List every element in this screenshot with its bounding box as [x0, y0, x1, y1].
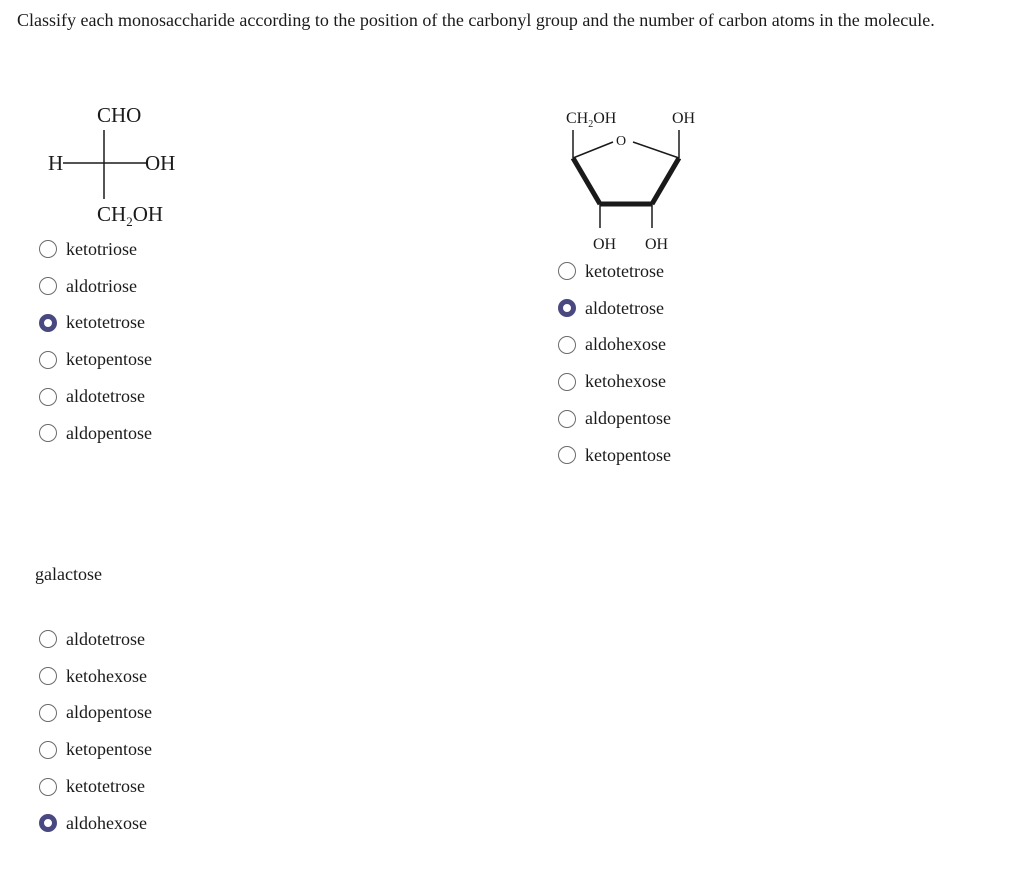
q3-option-ketohexose[interactable] [39, 658, 152, 695]
option-label: aldotetrose [66, 628, 145, 649]
option-label: ketohexose [66, 665, 147, 686]
question3-options [39, 621, 152, 842]
fischer-right-group: OH [145, 151, 176, 175]
haworth-ring-oxygen: O [616, 134, 627, 149]
haworth-bond-c4-c3 [573, 158, 600, 204]
q1-option-ketopentose[interactable] [39, 341, 152, 378]
radio-button[interactable] [558, 262, 576, 280]
question-instruction: Classify each monosaccharide according to the position of the carbonyl group and the number of carbon atoms in the molecule. [17, 10, 935, 30]
q1-option-ketotriose[interactable] [39, 231, 152, 268]
question2-options [558, 253, 671, 474]
radio-button[interactable] [39, 741, 57, 759]
option-label: aldopentose [66, 422, 152, 443]
q3-option-aldopentose[interactable] [39, 695, 152, 732]
option-label: ketopentose [585, 444, 671, 465]
radio-button[interactable] [39, 630, 57, 648]
q3-option-aldohexose[interactable] [39, 805, 152, 842]
fischer-bottom-group: $CH_2OH$ [97, 202, 164, 229]
option-label: aldotetrose [66, 386, 145, 407]
fischer-left-group: H [48, 151, 64, 175]
option-label: aldopentose [66, 702, 152, 723]
radio-button[interactable] [39, 351, 57, 369]
haworth-top-right-oh: OH [672, 110, 696, 127]
q2-option-ketopentose[interactable] [558, 437, 671, 474]
option-label: ketopentose [66, 739, 152, 760]
q2-option-aldotetrose[interactable] [558, 290, 671, 327]
question1-options [39, 231, 152, 452]
option-label: aldohexose [66, 812, 147, 833]
haworth-bond-c4-o [573, 142, 613, 158]
haworth-bottom-right-oh: OH [645, 236, 669, 253]
radio-button-selected[interactable] [39, 314, 57, 332]
q2-option-ketotetrose[interactable] [558, 253, 671, 290]
haworth-bond-c2-c1 [652, 158, 679, 204]
haworth-bond-o-c1 [633, 142, 679, 158]
option-label: ketohexose [585, 371, 666, 392]
option-label: aldopentose [585, 408, 671, 429]
radio-button[interactable] [558, 373, 576, 391]
radio-button[interactable] [39, 277, 57, 295]
haworth-bottom-left-oh: OH [593, 236, 617, 253]
option-label: ketotetrose [66, 776, 145, 797]
q1-option-ketotetrose[interactable] [39, 305, 152, 342]
radio-button[interactable] [558, 336, 576, 354]
option-label: ketopentose [66, 349, 152, 370]
radio-button[interactable] [39, 240, 57, 258]
option-label: ketotetrose [66, 312, 145, 333]
haworth-ring-structure [555, 100, 715, 260]
radio-button[interactable] [39, 704, 57, 722]
radio-button[interactable] [558, 446, 576, 464]
fischer-projection-structure [40, 95, 200, 235]
radio-button[interactable] [39, 667, 57, 685]
radio-button[interactable] [39, 388, 57, 406]
galactose-label: galactose [35, 564, 102, 584]
q3-option-aldotetrose[interactable] [39, 621, 152, 658]
q1-option-aldotriose[interactable] [39, 268, 152, 305]
q2-option-aldohexose[interactable] [558, 327, 671, 364]
radio-button-selected[interactable] [39, 814, 57, 832]
q1-option-aldopentose[interactable] [39, 415, 152, 452]
q3-option-ketopentose[interactable] [39, 731, 152, 768]
fischer-top-group: CHO [97, 103, 142, 127]
option-label: ketotetrose [585, 260, 664, 281]
q2-option-aldopentose[interactable] [558, 400, 671, 437]
haworth-ch2oh-group: $CH_2OH$ [566, 110, 617, 130]
radio-button[interactable] [558, 410, 576, 428]
q1-option-aldotetrose[interactable] [39, 378, 152, 415]
option-label: aldotetrose [585, 297, 664, 318]
q2-option-ketohexose[interactable] [558, 363, 671, 400]
option-label: aldotriose [66, 275, 137, 296]
radio-button[interactable] [39, 778, 57, 796]
radio-button-selected[interactable] [558, 299, 576, 317]
option-label: aldohexose [585, 334, 666, 355]
radio-button[interactable] [39, 424, 57, 442]
option-label: ketotriose [66, 238, 137, 259]
q3-option-ketotetrose[interactable] [39, 768, 152, 805]
